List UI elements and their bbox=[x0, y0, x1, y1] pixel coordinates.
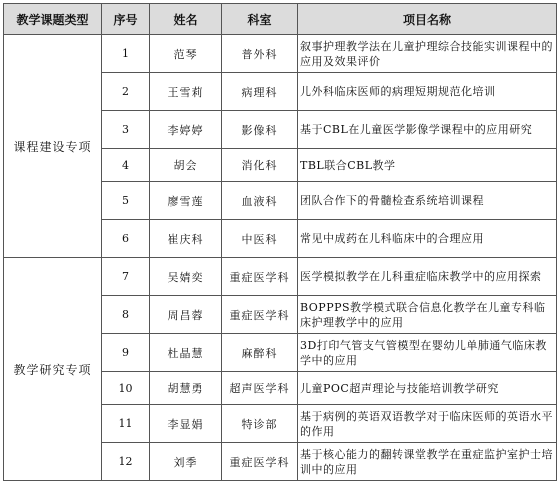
department-cell: 麻醉科 bbox=[222, 334, 298, 372]
category-cell: 教学研究专项 bbox=[4, 258, 102, 481]
header-number: 序号 bbox=[102, 4, 150, 35]
title-cell: BOPPPS教学模式联合信息化教学在儿童专科临床护理教学中的应用 bbox=[298, 296, 557, 334]
name-cell: 周昌蓉 bbox=[150, 296, 222, 334]
number-cell: 9 bbox=[102, 334, 150, 372]
number-cell: 12 bbox=[102, 443, 150, 481]
number-cell: 5 bbox=[102, 182, 150, 220]
title-cell: 基于核心能力的翻转课堂教学在重症监护室护士培训中的应用 bbox=[298, 443, 557, 481]
department-cell: 影像科 bbox=[222, 111, 298, 149]
department-cell: 重症医学科 bbox=[222, 258, 298, 296]
title-cell: 医学模拟教学在儿科重症临床教学中的应用探索 bbox=[298, 258, 557, 296]
name-cell: 王雪莉 bbox=[150, 73, 222, 111]
name-cell: 胡会 bbox=[150, 149, 222, 182]
department-cell: 病理科 bbox=[222, 73, 298, 111]
name-cell: 李显娟 bbox=[150, 405, 222, 443]
number-cell: 6 bbox=[102, 220, 150, 258]
project-table bbox=[3, 3, 557, 481]
header-row bbox=[4, 4, 557, 35]
title-cell: 叙事护理教学法在儿童护理综合技能实训课程中的应用及效果评价 bbox=[298, 35, 557, 73]
department-cell: 消化科 bbox=[222, 149, 298, 182]
number-cell: 10 bbox=[102, 372, 150, 405]
title-cell: TBL联合CBL教学 bbox=[298, 149, 557, 182]
department-cell: 中医科 bbox=[222, 220, 298, 258]
department-cell: 普外科 bbox=[222, 35, 298, 73]
department-cell: 重症医学科 bbox=[222, 443, 298, 481]
table-row bbox=[4, 258, 557, 296]
number-cell: 4 bbox=[102, 149, 150, 182]
header-department: 科室 bbox=[222, 4, 298, 35]
name-cell: 刘季 bbox=[150, 443, 222, 481]
table-row bbox=[4, 35, 557, 73]
name-cell: 范琴 bbox=[150, 35, 222, 73]
title-cell: 基于病例的英语双语教学对于临床医师的英语水平的作用 bbox=[298, 405, 557, 443]
number-cell: 7 bbox=[102, 258, 150, 296]
title-cell: 儿外科临床医师的病理短期规范化培训 bbox=[298, 73, 557, 111]
department-cell: 超声医学科 bbox=[222, 372, 298, 405]
title-cell: 常见中成药在儿科临床中的合理应用 bbox=[298, 220, 557, 258]
name-cell: 吴婧奕 bbox=[150, 258, 222, 296]
header-category: 教学课题类型 bbox=[4, 4, 102, 35]
title-cell: 基于CBL在儿童医学影像学课程中的应用研究 bbox=[298, 111, 557, 149]
department-cell: 血液科 bbox=[222, 182, 298, 220]
name-cell: 李婷婷 bbox=[150, 111, 222, 149]
title-cell: 3D打印气管支气管模型在婴幼儿单肺通气临床教学中的应用 bbox=[298, 334, 557, 372]
title-cell: 儿童POC超声理论与技能培训教学研究 bbox=[298, 372, 557, 405]
number-cell: 8 bbox=[102, 296, 150, 334]
name-cell: 胡慧勇 bbox=[150, 372, 222, 405]
title-cell: 团队合作下的骨髓检查系统培训课程 bbox=[298, 182, 557, 220]
department-cell: 特诊部 bbox=[222, 405, 298, 443]
number-cell: 1 bbox=[102, 35, 150, 73]
header-name: 姓名 bbox=[150, 4, 222, 35]
name-cell: 杜晶慧 bbox=[150, 334, 222, 372]
number-cell: 2 bbox=[102, 73, 150, 111]
name-cell: 廖雪莲 bbox=[150, 182, 222, 220]
number-cell: 11 bbox=[102, 405, 150, 443]
category-cell: 课程建设专项 bbox=[4, 35, 102, 258]
header-title: 项目名称 bbox=[298, 4, 557, 35]
department-cell: 重症医学科 bbox=[222, 296, 298, 334]
number-cell: 3 bbox=[102, 111, 150, 149]
name-cell: 崔庆科 bbox=[150, 220, 222, 258]
